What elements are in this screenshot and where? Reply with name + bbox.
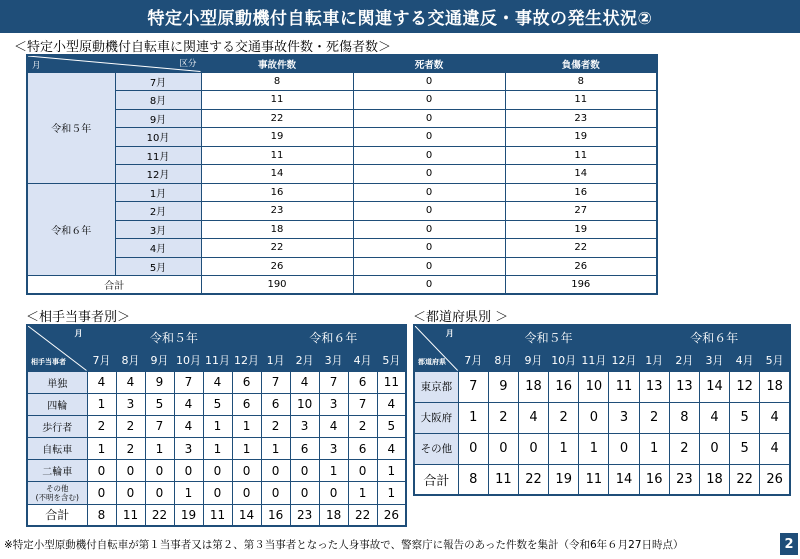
value-cell: 11 — [377, 371, 406, 393]
value-cell: 11 — [201, 146, 353, 165]
value-cell: 0 — [353, 220, 505, 239]
total-value: 22 — [518, 464, 548, 495]
month-header: 10月 — [549, 349, 579, 371]
value-cell: 0 — [518, 433, 548, 464]
value-cell: 11 — [609, 371, 639, 402]
value-cell: 4 — [174, 393, 203, 415]
month-label: 1月 — [115, 183, 201, 202]
total-value: 190 — [201, 276, 353, 295]
right-corner-header — [414, 325, 458, 371]
value-cell: 13 — [639, 371, 669, 402]
value-cell: 2 — [87, 415, 116, 437]
value-cell: 11 — [201, 91, 353, 110]
total-value: 22 — [145, 504, 174, 526]
value-cell: 0 — [353, 128, 505, 147]
total-label: 合計 — [27, 276, 201, 295]
value-cell: 0 — [116, 460, 145, 482]
value-cell: 0 — [203, 482, 232, 504]
value-cell: 3 — [319, 393, 348, 415]
table-row — [27, 239, 657, 258]
value-cell: 8 — [505, 72, 657, 91]
table-row — [27, 257, 657, 276]
month-header: 2月 — [290, 349, 319, 371]
footnote: ※特定小型原動機付自転車が第１当事者又は第２、第３当事者となった人身事故で、警察庁に報告のあった件数を集計（令和6年６月27日時点） — [4, 539, 684, 551]
value-cell: 0 — [290, 482, 319, 504]
main-section-title: ＜特定小型原動機付自転車に関連する交通事故件数・死傷者数＞ — [14, 40, 392, 55]
header-injuries: 負傷者数 — [505, 55, 657, 72]
value-cell: 3 — [116, 393, 145, 415]
table-row — [27, 415, 406, 437]
value-cell: 5 — [730, 402, 760, 433]
month-label: 4月 — [115, 239, 201, 258]
total-value: 22 — [348, 504, 377, 526]
value-cell: 9 — [488, 371, 518, 402]
corner-month-label: 月 — [32, 60, 41, 71]
value-cell: 2 — [549, 402, 579, 433]
value-cell: 6 — [290, 438, 319, 460]
value-cell: 0 — [353, 239, 505, 258]
value-cell: 2 — [348, 415, 377, 437]
value-cell: 1 — [232, 415, 261, 437]
value-cell: 16 — [549, 371, 579, 402]
table-row — [27, 146, 657, 165]
value-cell: 3 — [609, 402, 639, 433]
value-cell: 26 — [201, 257, 353, 276]
value-cell: 2 — [639, 402, 669, 433]
value-cell: 4 — [174, 415, 203, 437]
corner-category-label: 区分 — [179, 59, 197, 69]
total-value: 23 — [669, 464, 699, 495]
month-header: 7月 — [458, 349, 488, 371]
value-cell: 0 — [319, 482, 348, 504]
table-corner-header — [27, 55, 201, 72]
value-cell: 26 — [505, 257, 657, 276]
month-label: 11月 — [115, 146, 201, 165]
era-label: 令和５年 — [27, 72, 115, 183]
value-cell: 1 — [319, 460, 348, 482]
era-label: 令和６年 — [27, 183, 115, 276]
value-cell: 1 — [377, 482, 406, 504]
total-value: 19 — [174, 504, 203, 526]
value-cell: 18 — [201, 220, 353, 239]
total-value: 11 — [116, 504, 145, 526]
value-cell: 5 — [145, 393, 174, 415]
total-value: 19 — [549, 464, 579, 495]
table-row — [27, 220, 657, 239]
value-cell: 1 — [203, 415, 232, 437]
row-label: 歩行者 — [27, 415, 87, 437]
value-cell: 18 — [518, 371, 548, 402]
row-label-sub: (不明を含む) — [35, 493, 79, 503]
value-cell: 12 — [730, 371, 760, 402]
month-header: 2月 — [669, 349, 699, 371]
value-cell: 22 — [505, 239, 657, 258]
table-row — [27, 72, 657, 91]
value-cell: 0 — [290, 460, 319, 482]
value-cell: 7 — [261, 371, 290, 393]
value-cell: 0 — [87, 460, 116, 482]
page-number: 2 — [780, 533, 798, 555]
total-value: 26 — [760, 464, 790, 495]
table-row — [27, 202, 657, 221]
value-cell: 4 — [377, 393, 406, 415]
value-cell: 4 — [290, 371, 319, 393]
value-cell: 14 — [699, 371, 729, 402]
month-header: 5月 — [377, 349, 406, 371]
row-label: 四輪 — [27, 393, 87, 415]
table-row — [27, 460, 406, 482]
value-cell: 0 — [87, 482, 116, 504]
value-cell: 1 — [203, 438, 232, 460]
value-cell: 1 — [174, 482, 203, 504]
value-cell: 19 — [505, 128, 657, 147]
value-cell: 1 — [579, 433, 609, 464]
value-cell: 19 — [201, 128, 353, 147]
row-label: 単独 — [27, 371, 87, 393]
header-accidents: 事故件数 — [201, 55, 353, 72]
page-title: 特定小型原動機付自転車に関連する交通違反・事故の発生状況② — [0, 0, 800, 33]
value-cell: 2 — [261, 415, 290, 437]
row-label: 東京都 — [414, 371, 458, 402]
month-label: 3月 — [115, 220, 201, 239]
value-cell: 1 — [145, 438, 174, 460]
total-value: 16 — [639, 464, 669, 495]
value-cell: 10 — [290, 393, 319, 415]
left-era-r6: 令和６年 — [261, 325, 406, 349]
value-cell: 1 — [87, 438, 116, 460]
value-cell: 9 — [145, 371, 174, 393]
value-cell: 2 — [669, 433, 699, 464]
right-corner-label: 都道府県 — [418, 357, 446, 366]
month-header: 11月 — [203, 349, 232, 371]
table-row — [27, 183, 657, 202]
value-cell: 7 — [458, 371, 488, 402]
header-deaths: 死者数 — [353, 55, 505, 72]
value-cell: 0 — [261, 460, 290, 482]
value-cell: 4 — [760, 402, 790, 433]
month-label: 8月 — [115, 91, 201, 110]
value-cell: 2 — [116, 438, 145, 460]
month-header: 12月 — [609, 349, 639, 371]
month-header: 9月 — [518, 349, 548, 371]
value-cell: 27 — [505, 202, 657, 221]
month-header: 10月 — [174, 349, 203, 371]
value-cell: 6 — [348, 371, 377, 393]
value-cell: 0 — [348, 460, 377, 482]
month-header: 7月 — [87, 349, 116, 371]
total-label: 合計 — [414, 464, 458, 495]
value-cell: 19 — [505, 220, 657, 239]
total-value: 11 — [488, 464, 518, 495]
value-cell: 2 — [488, 402, 518, 433]
month-header: 5月 — [760, 349, 790, 371]
value-cell: 6 — [232, 393, 261, 415]
value-cell: 3 — [319, 438, 348, 460]
value-cell: 1 — [87, 393, 116, 415]
value-cell: 1 — [261, 438, 290, 460]
value-cell: 11 — [505, 91, 657, 110]
value-cell: 11 — [505, 146, 657, 165]
value-cell: 1 — [377, 460, 406, 482]
value-cell: 0 — [232, 460, 261, 482]
value-cell: 0 — [353, 165, 505, 184]
row-label: 自転車 — [27, 438, 87, 460]
left-corner-header — [27, 325, 87, 371]
total-row — [27, 276, 657, 295]
value-cell: 4 — [87, 371, 116, 393]
value-cell: 16 — [505, 183, 657, 202]
value-cell: 0 — [353, 72, 505, 91]
value-cell: 5 — [377, 415, 406, 437]
value-cell: 1 — [232, 438, 261, 460]
value-cell: 8 — [669, 402, 699, 433]
total-value: 16 — [261, 504, 290, 526]
accident-summary-table — [26, 54, 658, 295]
value-cell: 0 — [203, 460, 232, 482]
counterparty-table — [26, 324, 407, 527]
value-cell: 10 — [579, 371, 609, 402]
value-cell: 4 — [518, 402, 548, 433]
month-header: 3月 — [699, 349, 729, 371]
month-header: 8月 — [488, 349, 518, 371]
prefecture-table — [413, 324, 791, 496]
table-row — [27, 482, 406, 504]
value-cell: 0 — [145, 482, 174, 504]
month-header: 1月 — [639, 349, 669, 371]
total-label: 合計 — [27, 504, 87, 526]
value-cell: 0 — [353, 183, 505, 202]
value-cell: 0 — [232, 482, 261, 504]
value-cell: 0 — [174, 460, 203, 482]
row-label — [27, 482, 87, 504]
month-header: 11月 — [579, 349, 609, 371]
row-label: 二輪車 — [27, 460, 87, 482]
value-cell: 0 — [261, 482, 290, 504]
left-corner-month: 月 — [74, 329, 83, 338]
value-cell: 6 — [348, 438, 377, 460]
month-header: 3月 — [319, 349, 348, 371]
value-cell: 1 — [458, 402, 488, 433]
value-cell: 22 — [201, 239, 353, 258]
value-cell: 0 — [353, 91, 505, 110]
value-cell: 8 — [201, 72, 353, 91]
value-cell: 22 — [201, 109, 353, 128]
value-cell: 0 — [353, 109, 505, 128]
value-cell: 23 — [201, 202, 353, 221]
table-row — [27, 91, 657, 110]
total-value: 18 — [699, 464, 729, 495]
value-cell: 4 — [699, 402, 729, 433]
left-corner-label: 相手当事者 — [31, 357, 66, 366]
table-row — [27, 165, 657, 184]
value-cell: 0 — [579, 402, 609, 433]
month-header: 1月 — [261, 349, 290, 371]
value-cell: 4 — [116, 371, 145, 393]
right-era-r6: 令和６年 — [639, 325, 790, 349]
total-value: 23 — [290, 504, 319, 526]
value-cell: 7 — [174, 371, 203, 393]
table-row — [414, 371, 790, 402]
value-cell: 5 — [203, 393, 232, 415]
value-cell: 0 — [699, 433, 729, 464]
value-cell: 6 — [232, 371, 261, 393]
value-cell: 5 — [730, 433, 760, 464]
total-value: 196 — [505, 276, 657, 295]
right-corner-month: 月 — [445, 329, 454, 338]
value-cell: 1 — [549, 433, 579, 464]
month-label: 9月 — [115, 109, 201, 128]
month-header: 4月 — [348, 349, 377, 371]
total-value: 8 — [458, 464, 488, 495]
row-label: その他 — [414, 433, 458, 464]
value-cell: 3 — [290, 415, 319, 437]
value-cell: 4 — [203, 371, 232, 393]
value-cell: 0 — [353, 202, 505, 221]
month-label: 2月 — [115, 202, 201, 221]
value-cell: 4 — [377, 438, 406, 460]
value-cell: 4 — [319, 415, 348, 437]
month-label: 5月 — [115, 257, 201, 276]
total-value: 8 — [87, 504, 116, 526]
value-cell: 0 — [458, 433, 488, 464]
table-row — [414, 433, 790, 464]
value-cell: 14 — [505, 165, 657, 184]
total-value: 11 — [203, 504, 232, 526]
month-label: 7月 — [115, 72, 201, 91]
value-cell: 23 — [505, 109, 657, 128]
right-era-r5: 令和５年 — [458, 325, 639, 349]
total-row — [27, 504, 406, 526]
row-label-main: その他 — [46, 484, 69, 494]
month-header: 8月 — [116, 349, 145, 371]
value-cell: 1 — [348, 482, 377, 504]
table-row — [414, 402, 790, 433]
left-section-title: ＜相手当事者別＞ — [26, 310, 131, 325]
month-header: 9月 — [145, 349, 174, 371]
total-row — [414, 464, 790, 495]
value-cell: 0 — [609, 433, 639, 464]
total-value: 14 — [232, 504, 261, 526]
table-row — [27, 109, 657, 128]
month-header: 12月 — [232, 349, 261, 371]
total-value: 22 — [730, 464, 760, 495]
value-cell: 18 — [760, 371, 790, 402]
table-row — [27, 128, 657, 147]
value-cell: 13 — [669, 371, 699, 402]
total-value: 0 — [353, 276, 505, 295]
table-row — [27, 393, 406, 415]
right-section-title: ＜都道府県別 ＞ — [413, 310, 509, 325]
value-cell: 2 — [116, 415, 145, 437]
value-cell: 16 — [201, 183, 353, 202]
value-cell: 0 — [353, 146, 505, 165]
left-era-r5: 令和５年 — [87, 325, 261, 349]
total-value: 18 — [319, 504, 348, 526]
value-cell: 3 — [174, 438, 203, 460]
total-value: 11 — [579, 464, 609, 495]
value-cell: 6 — [261, 393, 290, 415]
table-row — [27, 371, 406, 393]
value-cell: 1 — [639, 433, 669, 464]
total-value: 14 — [609, 464, 639, 495]
value-cell: 7 — [348, 393, 377, 415]
value-cell: 7 — [145, 415, 174, 437]
month-header: 4月 — [730, 349, 760, 371]
value-cell: 0 — [353, 257, 505, 276]
value-cell: 0 — [116, 482, 145, 504]
month-label: 12月 — [115, 165, 201, 184]
value-cell: 14 — [201, 165, 353, 184]
value-cell: 0 — [488, 433, 518, 464]
table-row — [27, 438, 406, 460]
value-cell: 4 — [760, 433, 790, 464]
total-value: 26 — [377, 504, 406, 526]
row-label: 大阪府 — [414, 402, 458, 433]
value-cell: 7 — [319, 371, 348, 393]
month-label: 10月 — [115, 128, 201, 147]
value-cell: 0 — [145, 460, 174, 482]
